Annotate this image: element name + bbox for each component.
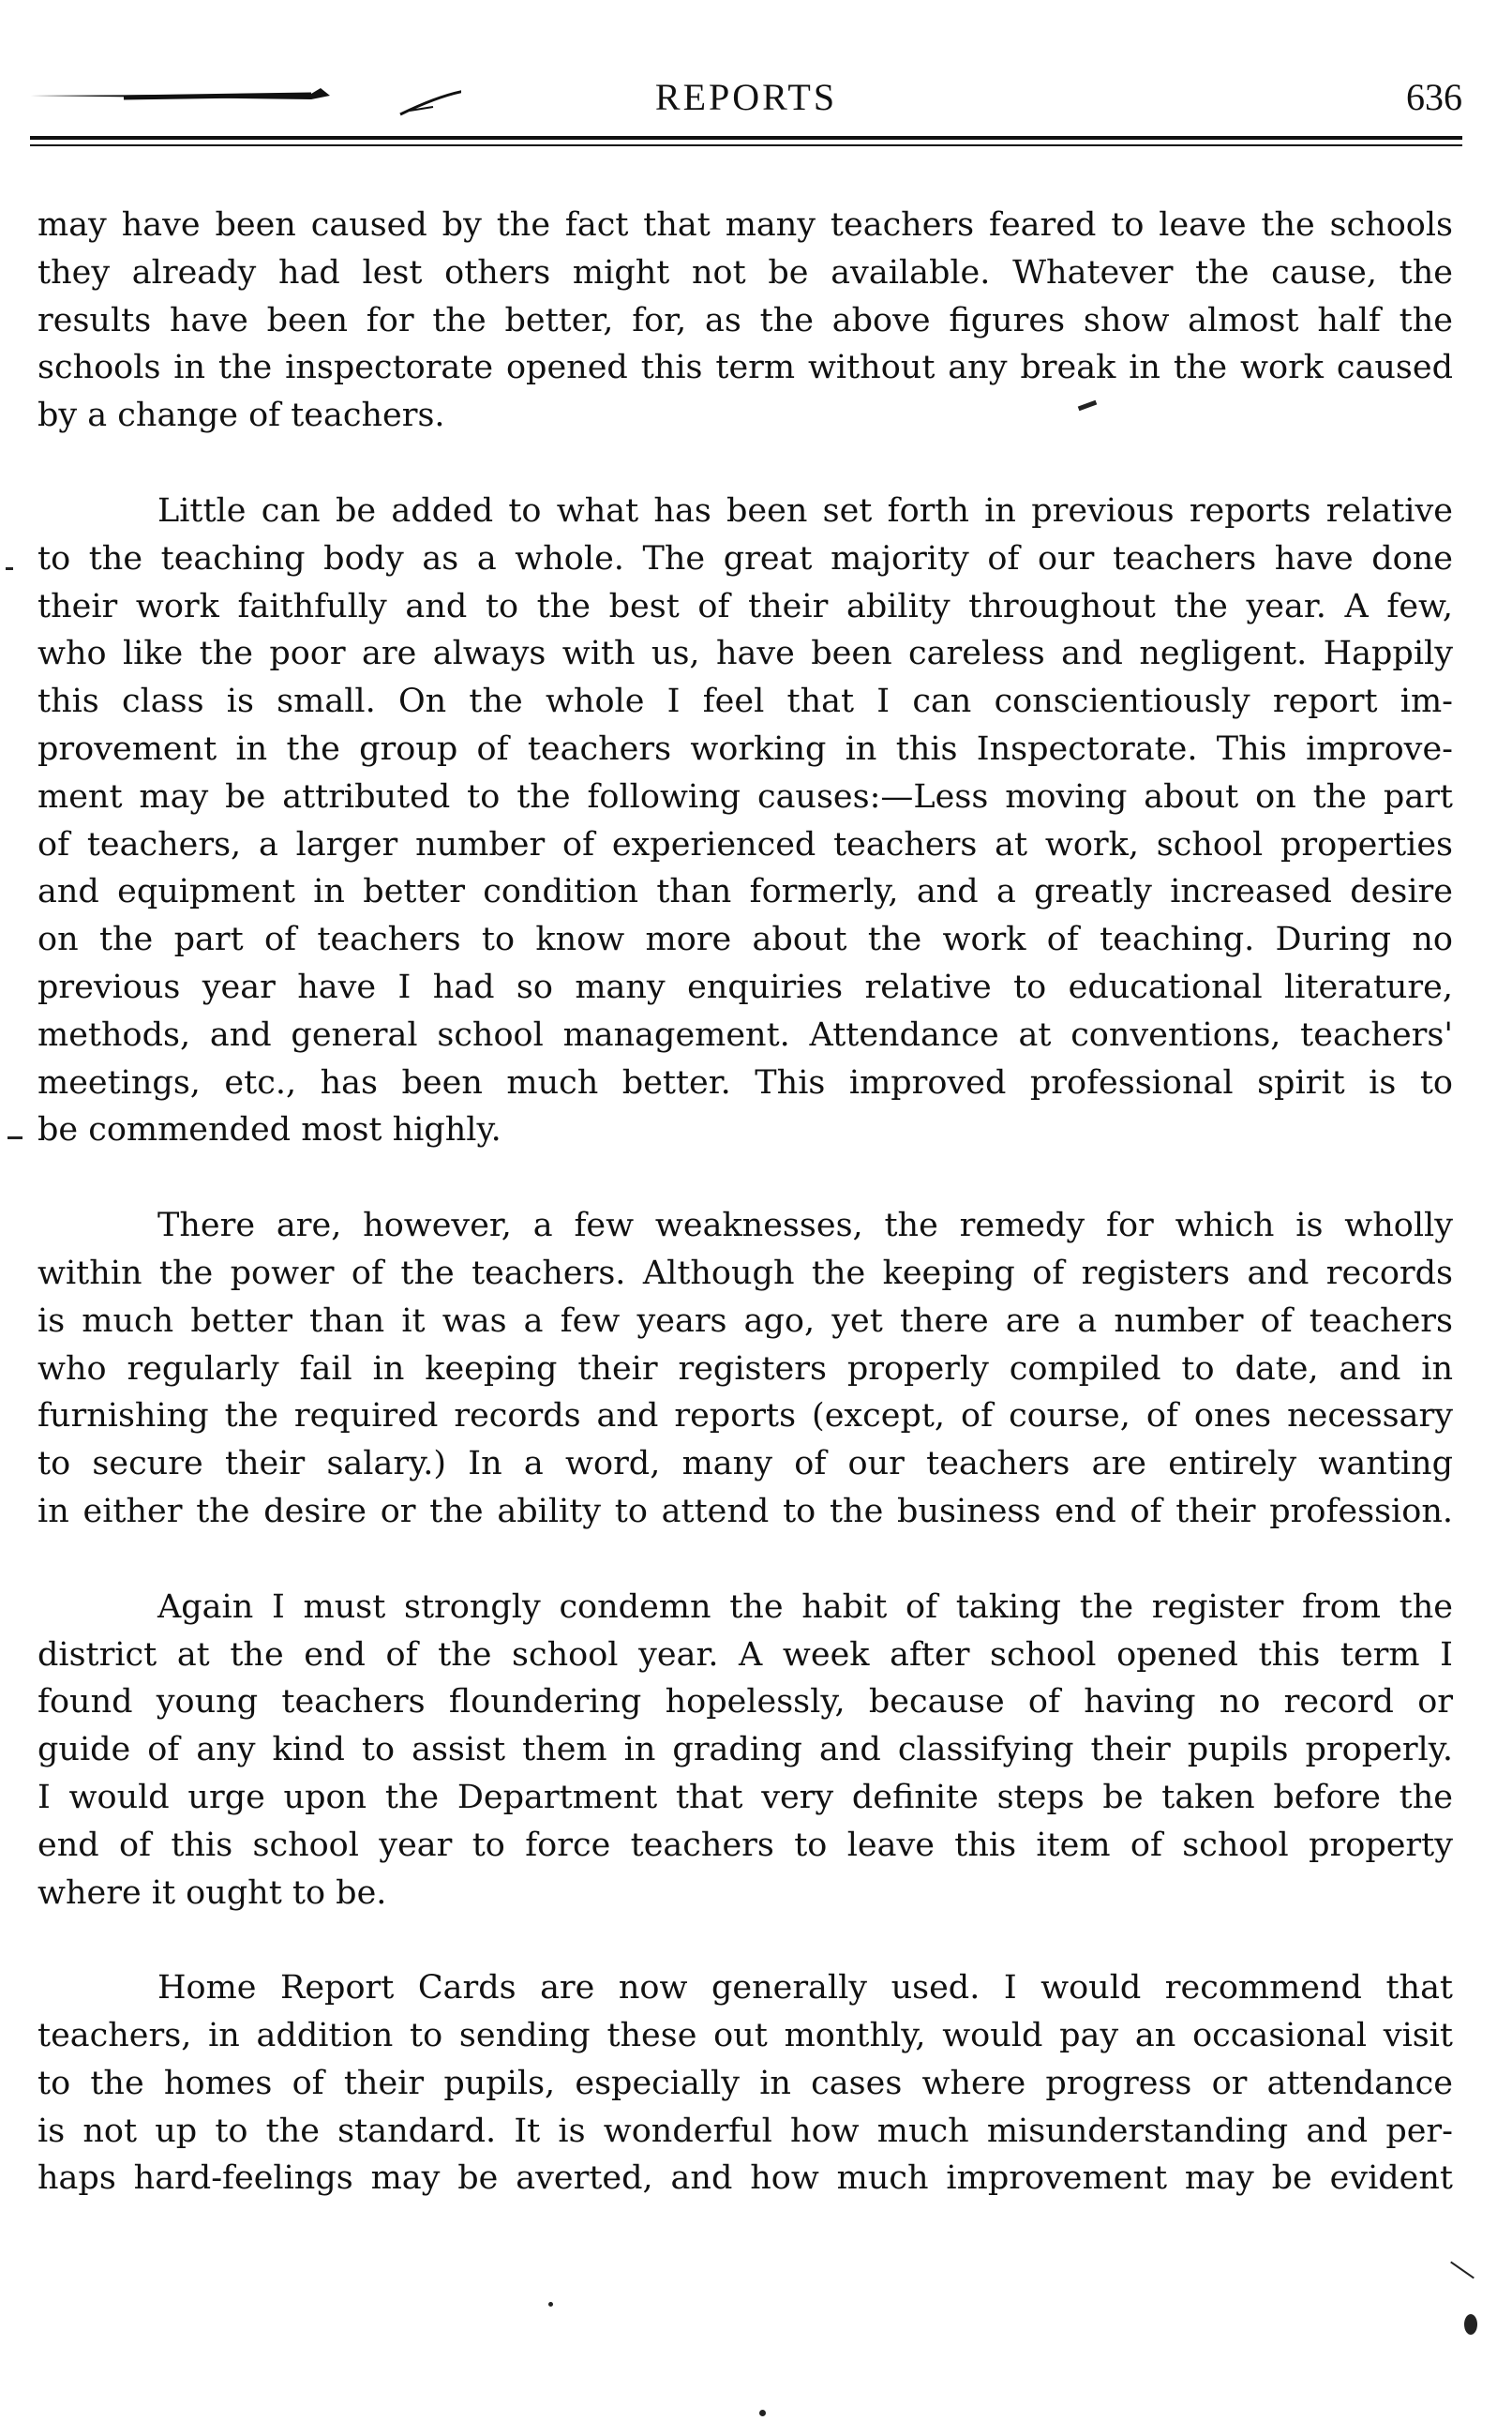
text-line: be commended most highly. (37, 1111, 502, 1150)
text-line: previous year have I had so many enquiries relative to educational literature, (37, 968, 1453, 1006)
text-line: meetings, etc., has been much better. This improved professional spirit is to (37, 1063, 1453, 1102)
scan-speck (6, 567, 13, 570)
text-line: furnishing the required records and reports (except, of course, of ones necessary (37, 1397, 1453, 1436)
text-line: methods, and general school management. Attendance at conventions, teachers' (37, 1015, 1453, 1054)
text-line: guide of any kind to assist them in grading and classifying their pupils properly. (37, 1731, 1453, 1769)
text-line: Home Report Cards are now generally used. I would recommend that (157, 1969, 1453, 2007)
page-number: 636 (1406, 76, 1462, 118)
text-line: on the part of teachers to know more about the work of teaching. During no (37, 921, 1453, 959)
text-line: who like the poor are always with us, have been careless and negligent. Happily (37, 635, 1453, 673)
text-line: schools in the inspectorate opened this term without any break in the work caused (37, 349, 1453, 387)
text-line: to the teaching body as a whole. The great majority of our teachers have done (37, 539, 1453, 578)
header-rule-thin (30, 144, 1462, 146)
text-line: and equipment in better condition than formerly, and a greatly increased desire (37, 873, 1453, 911)
text-line: of teachers, a larger number of experienced teachers at work, school properties (37, 825, 1453, 864)
text-line: ment may be attributed to the following causes:—Less moving about on the part (37, 777, 1453, 816)
report-body (37, 202, 1453, 2250)
text-line: found young teachers floundering hopelessly, because of having no record or (37, 1683, 1453, 1722)
text-line: their work faithfully and to the best of their ability throughout the year. A few, (37, 587, 1453, 625)
text-line: There are, however, a few weaknesses, the remedy for which is wholly (157, 1207, 1453, 1245)
text-line: to the homes of their pupils, especially in cases where progress or attendance (37, 2064, 1453, 2102)
paragraph-1 (37, 202, 1453, 440)
text-line: by a change of teachers. (37, 397, 445, 435)
text-line: end of this school year to force teachers to leave this item of school property (37, 1826, 1453, 1864)
text-line: provement in the group of teachers working in this Inspectorate. This improve- (37, 729, 1453, 768)
text-line: results have been for the better, for, as the above figures show almost half the (37, 301, 1453, 339)
page-header-title: REPORTS (654, 76, 838, 118)
paragraph-2 (37, 488, 1453, 1154)
text-line: haps hard-feelings may be averted, and how much improvement may be evident (37, 2159, 1453, 2198)
text-line: is much better than it was a few years ago, yet there are a number of teachers (37, 1301, 1453, 1340)
paragraph-4 (37, 1584, 1453, 1917)
paragraph-5 (37, 1964, 1453, 2203)
text-line: where it ought to be. (37, 1873, 387, 1912)
text-line: within the power of the teachers. Although the keeping of registers and records (37, 1254, 1453, 1292)
scan-speck (1450, 2262, 1475, 2279)
text-line: district at the end of the school year. A week after school opened this term I (37, 1635, 1453, 1674)
text-line: to secure their salary.) In a word, many of our teachers are entirely wanting (37, 1445, 1453, 1483)
text-line: is not up to the standard. It is wonderful how much misunderstanding and per- (37, 2112, 1453, 2150)
scan-speck (759, 2410, 766, 2416)
header-rule-thick (30, 136, 1462, 140)
text-line: I would urge upon the Department that very definite steps be taken before the (37, 1778, 1453, 1816)
text-line: may have been caused by the fact that many teachers feared to leave the schools (37, 206, 1453, 244)
text-line: teachers, in addition to sending these out monthly, would pay an occasional visit (37, 2017, 1453, 2055)
text-line: in either the desire or the ability to attend to the business end of their profession. (37, 1492, 1453, 1530)
running-header (30, 75, 1462, 131)
scan-speck (548, 2302, 553, 2307)
scan-speck (7, 1136, 22, 1139)
text-line: they already had lest others might not be available. Whatever the cause, the (37, 253, 1453, 292)
scan-speck (1464, 2314, 1477, 2335)
text-line: Again I must strongly condemn the habit of taking the register from the (157, 1587, 1453, 1626)
text-line: who regularly fail in keeping their registers properly compiled to date, and in (37, 1349, 1453, 1388)
text-line: Little can be added to what has been set forth in previous reports relative (157, 491, 1453, 530)
paragraph-3 (37, 1202, 1453, 1536)
text-line: this class is small. On the whole I feel that I can conscientiously report im- (37, 683, 1453, 721)
